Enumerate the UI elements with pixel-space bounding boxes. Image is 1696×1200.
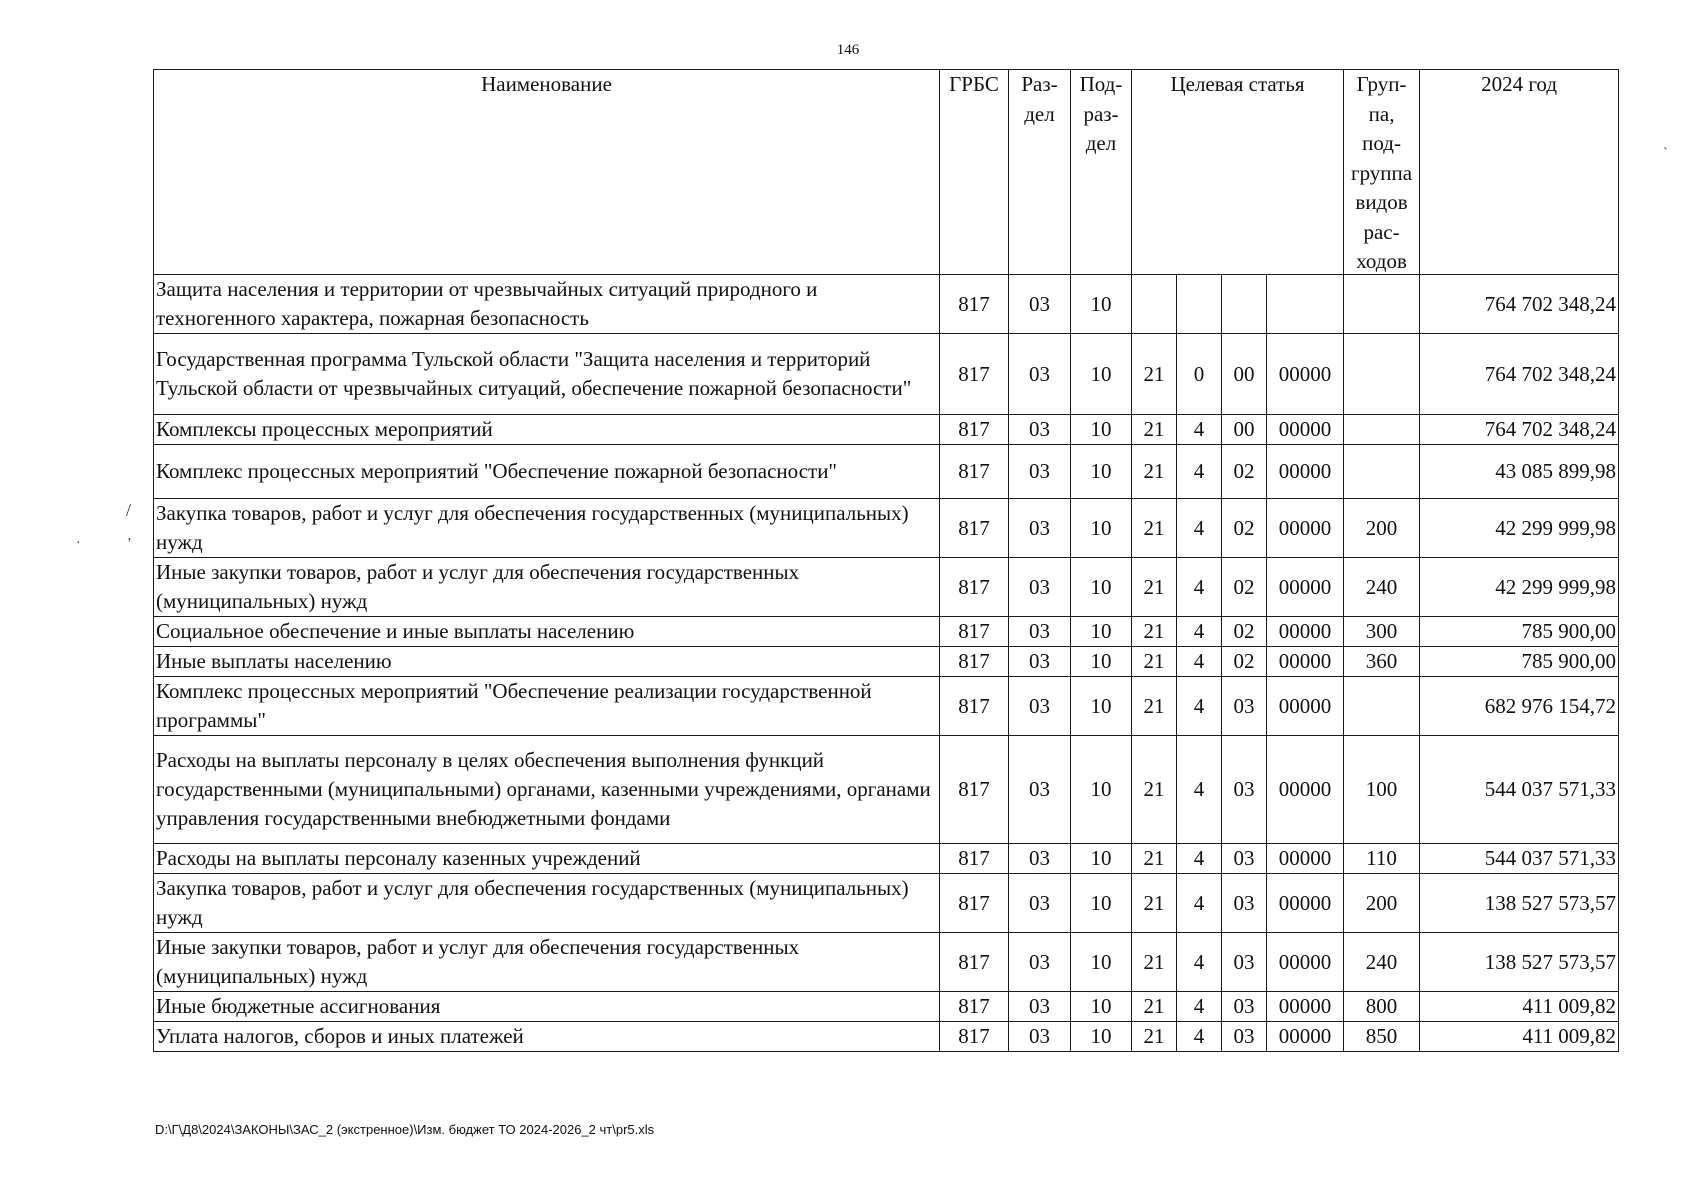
- row-podrazdel: 10: [1071, 445, 1132, 499]
- header-celevaya-statya: Целевая статья: [1132, 70, 1344, 275]
- row-razdel: 03: [1009, 736, 1071, 844]
- row-name: Социальное обеспечение и иные выплаты населению: [154, 617, 940, 647]
- row-amount-2024: 682 976 154,72: [1420, 677, 1619, 736]
- table-row: [154, 415, 1619, 445]
- row-cs-program: 21: [1132, 677, 1177, 736]
- row-cs-program: 21: [1132, 844, 1177, 874]
- row-cs-type: [1177, 275, 1222, 334]
- row-razdel: 03: [1009, 874, 1071, 933]
- row-razdel: 03: [1009, 499, 1071, 558]
- row-vid-rashodov: 240: [1344, 933, 1420, 992]
- row-vid-rashodov: [1344, 415, 1420, 445]
- row-cs-program: 21: [1132, 992, 1177, 1022]
- row-amount-2024: 138 527 573,57: [1420, 933, 1619, 992]
- row-vid-rashodov: 200: [1344, 499, 1420, 558]
- header-podrazdel: Под- раз- дел: [1071, 70, 1132, 275]
- margin-mark: ʼ: [127, 536, 132, 551]
- row-cs-program: 21: [1132, 334, 1177, 415]
- row-grbs: 817: [940, 558, 1009, 617]
- table-row: [154, 499, 1619, 558]
- row-grbs: 817: [940, 415, 1009, 445]
- row-cs-structure: 03: [1222, 736, 1267, 844]
- row-cs-structure: 03: [1222, 844, 1267, 874]
- row-amount-2024: 785 900,00: [1420, 617, 1619, 647]
- table-row: [154, 1022, 1619, 1052]
- table-row: [154, 275, 1619, 334]
- row-cs-program: 21: [1132, 558, 1177, 617]
- row-podrazdel: 10: [1071, 874, 1132, 933]
- row-grbs: 817: [940, 499, 1009, 558]
- row-vid-rashodov: [1344, 445, 1420, 499]
- row-cs-structure: 02: [1222, 499, 1267, 558]
- row-amount-2024: 764 702 348,24: [1420, 334, 1619, 415]
- margin-mark: ·: [76, 536, 81, 551]
- row-cs-structure: 03: [1222, 992, 1267, 1022]
- page-number: 146: [836, 42, 860, 58]
- row-vid-rashodov: 800: [1344, 992, 1420, 1022]
- header-name: Наименование: [154, 70, 940, 275]
- row-name: Комплекс процессных мероприятий "Обеспечение пожарной безопасности": [154, 445, 940, 499]
- row-grbs: 817: [940, 992, 1009, 1022]
- row-cs-type: 4: [1177, 647, 1222, 677]
- row-cs-type: 4: [1177, 874, 1222, 933]
- row-podrazdel: 10: [1071, 558, 1132, 617]
- row-cs-structure: 02: [1222, 647, 1267, 677]
- header-grbs: ГРБС: [940, 70, 1009, 275]
- header-gruppa-vidov-rashodov: Груп- па, под- группа видов рас- ходов: [1344, 70, 1420, 275]
- row-name: Иные выплаты населению: [154, 647, 940, 677]
- table-row: [154, 933, 1619, 992]
- row-cs-type: 4: [1177, 992, 1222, 1022]
- row-grbs: 817: [940, 844, 1009, 874]
- row-vid-rashodov: [1344, 275, 1420, 334]
- row-cs-program: 21: [1132, 1022, 1177, 1052]
- row-cs-program: 21: [1132, 445, 1177, 499]
- row-cs-direction: 00000: [1267, 933, 1344, 992]
- row-grbs: 817: [940, 677, 1009, 736]
- row-name: Расходы на выплаты персоналу в целях обеспечения выполнения функций государственными (муниципальными) органами, казенными учреждениями, органами управления государственными внебюджетными фондами: [154, 736, 940, 844]
- header-year: 2024 год: [1420, 70, 1619, 275]
- row-vid-rashodov: 110: [1344, 844, 1420, 874]
- row-cs-type: 4: [1177, 933, 1222, 992]
- row-cs-structure: 03: [1222, 933, 1267, 992]
- row-cs-structure: 02: [1222, 558, 1267, 617]
- row-amount-2024: 42 299 999,98: [1420, 558, 1619, 617]
- row-podrazdel: 10: [1071, 334, 1132, 415]
- row-vid-rashodov: 240: [1344, 558, 1420, 617]
- row-podrazdel: 10: [1071, 1022, 1132, 1052]
- row-cs-direction: 00000: [1267, 558, 1344, 617]
- row-cs-structure: [1222, 275, 1267, 334]
- row-vid-rashodov: 200: [1344, 874, 1420, 933]
- row-razdel: 03: [1009, 445, 1071, 499]
- row-amount-2024: 42 299 999,98: [1420, 499, 1619, 558]
- row-cs-structure: 03: [1222, 677, 1267, 736]
- row-cs-program: 21: [1132, 736, 1177, 844]
- row-podrazdel: 10: [1071, 617, 1132, 647]
- row-podrazdel: 10: [1071, 844, 1132, 874]
- row-grbs: 817: [940, 933, 1009, 992]
- row-grbs: 817: [940, 275, 1009, 334]
- row-podrazdel: 10: [1071, 736, 1132, 844]
- table-header: [154, 70, 1619, 275]
- row-razdel: 03: [1009, 275, 1071, 334]
- margin-mark: /: [126, 500, 132, 520]
- row-vid-rashodov: 100: [1344, 736, 1420, 844]
- row-podrazdel: 10: [1071, 933, 1132, 992]
- row-cs-structure: 00: [1222, 334, 1267, 415]
- row-razdel: 03: [1009, 415, 1071, 445]
- row-amount-2024: 764 702 348,24: [1420, 415, 1619, 445]
- row-amount-2024: 411 009,82: [1420, 992, 1619, 1022]
- row-podrazdel: 10: [1071, 275, 1132, 334]
- row-razdel: 03: [1009, 334, 1071, 415]
- row-amount-2024: 785 900,00: [1420, 647, 1619, 677]
- table-row: [154, 617, 1619, 647]
- row-cs-direction: [1267, 275, 1344, 334]
- row-cs-program: 21: [1132, 499, 1177, 558]
- row-razdel: 03: [1009, 933, 1071, 992]
- row-cs-program: 21: [1132, 874, 1177, 933]
- row-cs-structure: 02: [1222, 617, 1267, 647]
- table-row: [154, 334, 1619, 415]
- table-row: [154, 647, 1619, 677]
- row-vid-rashodov: 300: [1344, 617, 1420, 647]
- row-name: Уплата налогов, сборов и иных платежей: [154, 1022, 940, 1052]
- row-cs-program: 21: [1132, 933, 1177, 992]
- row-cs-direction: 00000: [1267, 736, 1344, 844]
- row-cs-type: 4: [1177, 617, 1222, 647]
- row-amount-2024: 43 085 899,98: [1420, 445, 1619, 499]
- row-grbs: 817: [940, 445, 1009, 499]
- row-grbs: 817: [940, 874, 1009, 933]
- row-razdel: 03: [1009, 1022, 1071, 1052]
- row-cs-type: 0: [1177, 334, 1222, 415]
- row-grbs: 817: [940, 1022, 1009, 1052]
- row-grbs: 817: [940, 647, 1009, 677]
- footer-file-path: D:\Г\Д8\2024\ЗАКОНЫ\ЗАС_2 (экстренное)\Изм. бюджет ТО 2024-2026_2 чт\pr5.xls: [155, 1122, 655, 1137]
- table-row: [154, 844, 1619, 874]
- row-cs-direction: 00000: [1267, 647, 1344, 677]
- table-row: [154, 558, 1619, 617]
- row-cs-program: [1132, 275, 1177, 334]
- row-cs-structure: 02: [1222, 445, 1267, 499]
- row-cs-direction: 00000: [1267, 844, 1344, 874]
- row-name: Иные бюджетные ассигнования: [154, 992, 940, 1022]
- row-vid-rashodov: [1344, 677, 1420, 736]
- row-grbs: 817: [940, 334, 1009, 415]
- row-name: Закупка товаров, работ и услуг для обеспечения государственных (муниципальных) нужд: [154, 499, 940, 558]
- row-name: Комплексы процессных мероприятий: [154, 415, 940, 445]
- row-cs-type: 4: [1177, 415, 1222, 445]
- row-cs-direction: 00000: [1267, 445, 1344, 499]
- table-row: [154, 677, 1619, 736]
- row-name: Комплекс процессных мероприятий "Обеспечение реализации государственной программы": [154, 677, 940, 736]
- row-name: Закупка товаров, работ и услуг для обеспечения государственных (муниципальных) нужд: [154, 874, 940, 933]
- row-cs-direction: 00000: [1267, 677, 1344, 736]
- row-cs-type: 4: [1177, 736, 1222, 844]
- row-name: Иные закупки товаров, работ и услуг для обеспечения государственных (муниципальных) нужд: [154, 933, 940, 992]
- row-grbs: 817: [940, 736, 1009, 844]
- row-cs-type: 4: [1177, 677, 1222, 736]
- row-cs-direction: 00000: [1267, 1022, 1344, 1052]
- row-cs-program: 21: [1132, 415, 1177, 445]
- row-razdel: 03: [1009, 617, 1071, 647]
- row-vid-rashodov: 850: [1344, 1022, 1420, 1052]
- row-name: Расходы на выплаты персоналу казенных учреждений: [154, 844, 940, 874]
- row-razdel: 03: [1009, 844, 1071, 874]
- table-row: [154, 445, 1619, 499]
- table-row: [154, 992, 1619, 1022]
- row-name: Государственная программа Тульской области "Защита населения и территорий Тульской области от чрезвычайных ситуаций, обеспечение пожарной безопасности": [154, 334, 940, 415]
- header-razdel: Раз- дел: [1009, 70, 1071, 275]
- row-name: Защита населения и территории от чрезвычайных ситуаций природного и техногенного характера, пожарная безопасность: [154, 275, 940, 334]
- row-cs-structure: 03: [1222, 874, 1267, 933]
- row-razdel: 03: [1009, 558, 1071, 617]
- row-cs-structure: 03: [1222, 1022, 1267, 1052]
- row-amount-2024: 764 702 348,24: [1420, 275, 1619, 334]
- row-cs-type: 4: [1177, 1022, 1222, 1052]
- margin-mark: ˋ: [1663, 146, 1668, 161]
- row-cs-structure: 00: [1222, 415, 1267, 445]
- row-razdel: 03: [1009, 677, 1071, 736]
- row-amount-2024: 544 037 571,33: [1420, 844, 1619, 874]
- row-cs-program: 21: [1132, 617, 1177, 647]
- budget-table: [153, 69, 1619, 1052]
- row-cs-direction: 00000: [1267, 992, 1344, 1022]
- row-cs-type: 4: [1177, 844, 1222, 874]
- row-razdel: 03: [1009, 992, 1071, 1022]
- table-body: [154, 275, 1619, 1052]
- table-row: [154, 736, 1619, 844]
- row-podrazdel: 10: [1071, 647, 1132, 677]
- row-podrazdel: 10: [1071, 992, 1132, 1022]
- row-cs-direction: 00000: [1267, 415, 1344, 445]
- row-cs-program: 21: [1132, 647, 1177, 677]
- row-razdel: 03: [1009, 647, 1071, 677]
- row-name: Иные закупки товаров, работ и услуг для обеспечения государственных (муниципальных) нужд: [154, 558, 940, 617]
- row-podrazdel: 10: [1071, 677, 1132, 736]
- row-cs-type: 4: [1177, 499, 1222, 558]
- row-cs-direction: 00000: [1267, 499, 1344, 558]
- row-cs-type: 4: [1177, 445, 1222, 499]
- row-vid-rashodov: [1344, 334, 1420, 415]
- row-amount-2024: 138 527 573,57: [1420, 874, 1619, 933]
- row-cs-type: 4: [1177, 558, 1222, 617]
- row-podrazdel: 10: [1071, 499, 1132, 558]
- table-row: [154, 874, 1619, 933]
- row-grbs: 817: [940, 617, 1009, 647]
- row-cs-direction: 00000: [1267, 874, 1344, 933]
- row-cs-direction: 00000: [1267, 334, 1344, 415]
- row-amount-2024: 411 009,82: [1420, 1022, 1619, 1052]
- row-amount-2024: 544 037 571,33: [1420, 736, 1619, 844]
- row-podrazdel: 10: [1071, 415, 1132, 445]
- row-vid-rashodov: 360: [1344, 647, 1420, 677]
- row-cs-direction: 00000: [1267, 617, 1344, 647]
